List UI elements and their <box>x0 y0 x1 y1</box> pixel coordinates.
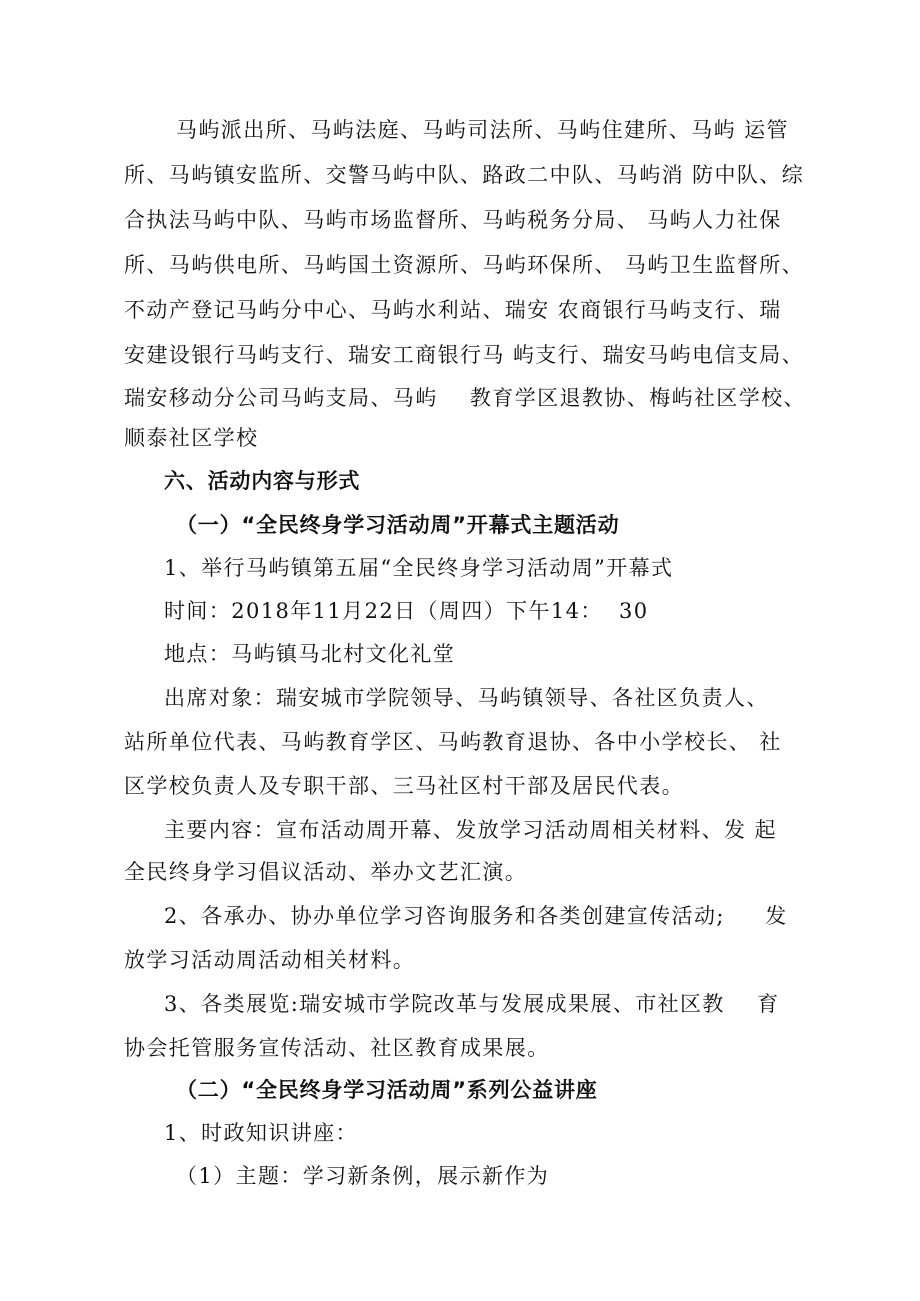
item-3-line-1: 3、各类展览:瑞安城市学院改革与发展成果展、市社区教 育 <box>164 992 780 1016</box>
units-line-5: 不动产登记马屿分中心、马屿水利站、瑞安 农商银行马屿支行、瑞 <box>124 298 782 322</box>
subsection-heading-2: （二）“全民终身学习活动周”系列公益讲座 <box>176 1078 598 1102</box>
units-line-1: 马屿派出所、马屿法庭、马屿司法所、马屿住建所、马屿 运管 <box>176 118 789 142</box>
lecture-1-topic: （1）主题：学习新条例，展示新作为 <box>176 1164 550 1188</box>
section-heading: 六、活动内容与形式 <box>164 469 361 493</box>
item-1-content-line-1: 主要内容：宣布活动周开幕、发放学习活动周相关材料、发 起 <box>164 818 777 842</box>
units-line-7: 瑞安移动分公司马屿支局、马屿 教育学区退教协、梅屿社区学校、 <box>124 386 806 410</box>
item-3-line-2: 协会托管服务宣传活动、社区教育成果展。 <box>124 1036 550 1060</box>
units-line-2: 所、马屿镇安监所、交警马屿中队、路政二中队、马屿消 防中队、综 <box>124 163 805 187</box>
item-1-attendees-line-1: 出席对象：瑞安城市学院领导、马屿镇领导、各社区负责人、 <box>164 686 769 710</box>
units-line-3: 合执法马屿中队、马屿市场监督所、马屿税务分局、 马屿人力社保 <box>124 208 782 232</box>
item-1-attendees-line-2: 站所单位代表、马屿教育学区、马屿教育退协、各中小学校长、 社 <box>124 730 782 754</box>
lecture-1-title: 1、时政知识讲座： <box>164 1121 358 1145</box>
units-line-4: 所、马屿供电所、马屿国土资源所、马屿环保所、 马屿卫生监督所、 <box>124 253 805 277</box>
item-1-title: 1、举行马屿镇第五届“全民终身学习活动周”开幕式 <box>164 556 674 580</box>
item-1-place: 地点：马屿镇马北村文化礼堂 <box>164 642 456 666</box>
units-line-6: 安建设银行马屿支行、瑞安工商银行马 屿支行、瑞安马屿电信支局、 <box>124 343 805 367</box>
item-2-line-1: 2、各承办、协办单位学习咨询服务和各类创建宣传活动; 发 <box>164 904 788 928</box>
item-2-line-2: 放学习活动周活动相关材料。 <box>124 948 416 972</box>
units-line-8: 顺泰社区学校 <box>124 426 259 450</box>
subsection-heading-1: （一）“全民终身学习活动周”开幕式主题活动 <box>176 513 620 537</box>
item-1-time: 时间：2018年11月22日（周四）下午14： 30 <box>164 599 649 623</box>
item-1-attendees-line-3: 区学校负责人及专职干部、三马社区村干部及居民代表。 <box>124 774 684 798</box>
item-1-content-line-2: 全民终身学习倡议活动、举办文艺汇演。 <box>124 860 528 884</box>
